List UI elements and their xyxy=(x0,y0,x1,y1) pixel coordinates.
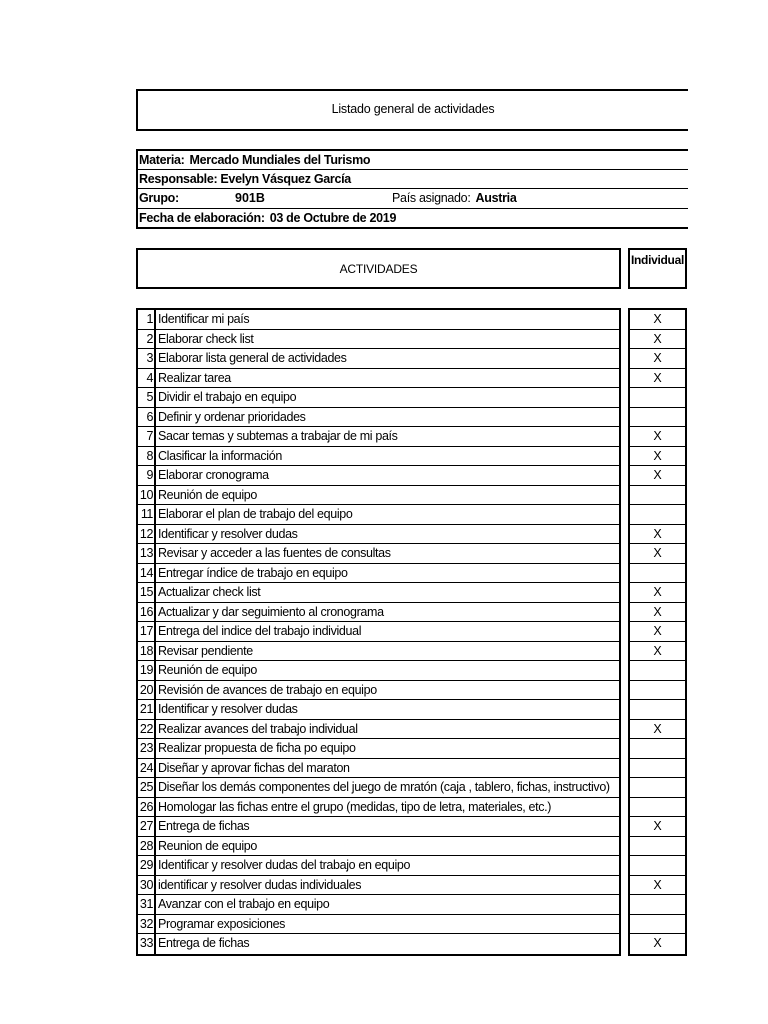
row-number: 32 xyxy=(138,915,156,934)
activity-text: Identificar y resolver dudas del trabajo en equipo xyxy=(158,858,411,872)
individual-mark xyxy=(630,739,685,759)
responsable-label: Responsable: xyxy=(139,171,218,186)
row-number: 2 xyxy=(138,330,156,349)
individual-mark xyxy=(630,895,685,915)
activity-text: Realizar tarea xyxy=(158,370,231,385)
individual-mark xyxy=(630,798,685,818)
activity-text: Revisión de avances de trabajo en equipo xyxy=(158,682,377,697)
info-row-fecha xyxy=(136,208,688,229)
activity-text: Realizar propuesta de ficha po equipo xyxy=(158,741,356,755)
activity-text: Diseñar los demás componentes del juego de mratón (caja , tablero, fichas, instructivo) xyxy=(158,780,610,794)
row-number: 6 xyxy=(138,408,156,427)
table-row xyxy=(138,934,619,954)
individual-mark xyxy=(630,778,685,798)
individual-mark xyxy=(630,661,685,681)
row-number: 15 xyxy=(138,583,156,602)
activity-text: Reunión de equipo xyxy=(158,487,258,502)
grupo-label: Grupo: xyxy=(139,191,179,205)
activity-text: Elaborar lista general de actividades xyxy=(158,351,347,365)
pais-group xyxy=(392,189,516,207)
activity-text: Elaborar el plan de trabajo del equipo xyxy=(158,507,353,521)
individual-mark: X xyxy=(630,642,685,662)
individual-mark: X xyxy=(630,603,685,623)
table-row xyxy=(138,856,619,876)
individual-mark: X xyxy=(630,427,685,447)
row-number: 9 xyxy=(138,466,156,485)
table-row xyxy=(138,622,619,642)
row-number: 29 xyxy=(138,856,156,875)
activity-text: Entregar índice de trabajo en equipo xyxy=(158,565,348,580)
activity-text: Entrega de fichas xyxy=(158,936,250,950)
table-row xyxy=(138,544,619,564)
activity-list xyxy=(136,308,621,956)
activity-text: Entrega del indice del trabajo individual xyxy=(158,624,362,638)
table-row xyxy=(138,447,619,467)
activities-header-box xyxy=(136,248,621,289)
activity-text: Dividir el trabajo en equipo xyxy=(158,390,297,404)
row-number: 22 xyxy=(138,720,156,739)
info-block xyxy=(136,149,688,229)
row-number: 11 xyxy=(138,505,156,524)
row-number: 10 xyxy=(138,486,156,505)
activity-text: Identificar y resolver dudas xyxy=(158,702,298,716)
row-number: 19 xyxy=(138,661,156,680)
activity-text: Avanzar con el trabajo en equipo xyxy=(158,897,330,911)
activity-text: Reunion de equipo xyxy=(158,838,258,853)
table-row xyxy=(138,583,619,603)
table-row xyxy=(138,739,619,759)
individual-header: Individual xyxy=(628,248,687,289)
activity-text: Homologar las fichas entre el grupo (medidas, tipo de letra, materiales, etc.) xyxy=(158,799,552,814)
individual-column xyxy=(628,308,687,956)
info-row-responsable xyxy=(136,169,688,189)
table-row xyxy=(138,408,619,428)
activity-text: Programar exposiciones xyxy=(158,916,286,931)
activity-text: Actualizar check list xyxy=(158,585,261,599)
table-row xyxy=(138,817,619,837)
table-row xyxy=(138,603,619,623)
individual-mark: X xyxy=(630,447,685,467)
pais-value: Austria xyxy=(475,191,517,205)
row-number: 17 xyxy=(138,622,156,641)
row-number: 14 xyxy=(138,564,156,583)
table-row xyxy=(138,759,619,779)
activity-text: Actualizar y dar seguimiento al cronograma xyxy=(158,604,384,619)
activity-text: Entrega de fichas xyxy=(158,819,250,833)
table-row xyxy=(138,661,619,681)
activity-text: Realizar avances del trabajo individual xyxy=(158,721,358,736)
individual-mark xyxy=(630,408,685,428)
individual-mark xyxy=(630,681,685,701)
table-row xyxy=(138,310,619,330)
table-row xyxy=(138,895,619,915)
materia-label: Materia: xyxy=(139,153,185,167)
individual-mark xyxy=(630,564,685,584)
individual-mark xyxy=(630,700,685,720)
row-number: 24 xyxy=(138,759,156,778)
individual-mark xyxy=(630,837,685,857)
row-number: 5 xyxy=(138,388,156,407)
fecha-label: Fecha de elaboración: xyxy=(139,210,265,225)
row-number: 3 xyxy=(138,349,156,368)
activity-text: Clasificar la información xyxy=(158,448,282,463)
table-row xyxy=(138,505,619,525)
activity-text: identificar y resolver dudas individuales xyxy=(158,877,362,892)
activity-text: Identificar y resolver dudas xyxy=(158,526,298,541)
pais-label: País asignado: xyxy=(392,191,471,205)
individual-mark xyxy=(630,486,685,506)
table-row xyxy=(138,837,619,857)
row-number: 20 xyxy=(138,681,156,700)
table-row xyxy=(138,778,619,798)
activity-text: Revisar y acceder a las fuentes de consultas xyxy=(158,546,391,560)
activities-header: ACTIVIDADES xyxy=(339,262,418,276)
activity-text: Definir y ordenar prioridades xyxy=(158,409,306,424)
activity-text: Diseñar y aprovar fichas del maraton xyxy=(158,760,350,775)
table-row xyxy=(138,564,619,584)
individual-mark: X xyxy=(630,544,685,564)
table-row xyxy=(138,720,619,740)
row-number: 28 xyxy=(138,837,156,856)
activity-text: Sacar temas y subtemas a trabajar de mi país xyxy=(158,429,398,443)
table-row xyxy=(138,388,619,408)
individual-mark: X xyxy=(630,330,685,350)
info-row-grupo xyxy=(136,188,688,208)
row-number: 31 xyxy=(138,895,156,914)
document-title-box xyxy=(136,89,688,131)
individual-mark: X xyxy=(630,583,685,603)
individual-mark: X xyxy=(630,720,685,740)
table-row xyxy=(138,798,619,818)
row-number: 23 xyxy=(138,739,156,758)
individual-mark xyxy=(630,856,685,876)
row-number: 30 xyxy=(138,876,156,895)
row-number: 25 xyxy=(138,778,156,797)
activity-text: Elaborar cronograma xyxy=(158,468,269,482)
individual-mark: X xyxy=(630,369,685,389)
activity-text: Elaborar check list xyxy=(158,331,254,346)
individual-mark: X xyxy=(630,817,685,837)
row-number: 8 xyxy=(138,447,156,466)
individual-mark xyxy=(630,759,685,779)
activity-text: Identificar mi país xyxy=(158,312,250,326)
row-number: 33 xyxy=(138,934,156,954)
row-number: 21 xyxy=(138,700,156,719)
activity-text: Revisar pendiente xyxy=(158,643,253,658)
table-row xyxy=(138,349,619,369)
individual-mark xyxy=(630,388,685,408)
table-row xyxy=(138,915,619,935)
table-row xyxy=(138,876,619,896)
individual-mark: X xyxy=(630,525,685,545)
individual-mark: X xyxy=(630,310,685,330)
activity-text: Reunión de equipo xyxy=(158,663,258,677)
row-number: 7 xyxy=(138,427,156,446)
row-number: 18 xyxy=(138,642,156,661)
fecha-value: 03 de Octubre de 2019 xyxy=(269,210,397,225)
row-number: 4 xyxy=(138,369,156,388)
row-number: 26 xyxy=(138,798,156,817)
table-row xyxy=(138,700,619,720)
individual-mark xyxy=(630,505,685,525)
info-row-materia xyxy=(136,149,688,169)
row-number: 27 xyxy=(138,817,156,836)
table-row xyxy=(138,681,619,701)
table-row xyxy=(138,466,619,486)
individual-mark xyxy=(630,915,685,935)
individual-mark: X xyxy=(630,622,685,642)
responsable-value: Evelyn Vásquez García xyxy=(220,171,351,186)
table-row xyxy=(138,642,619,662)
row-number: 13 xyxy=(138,544,156,563)
individual-mark: X xyxy=(630,466,685,486)
individual-mark: X xyxy=(630,876,685,896)
table-row xyxy=(138,330,619,350)
row-number: 1 xyxy=(138,310,156,329)
table-row xyxy=(138,486,619,506)
individual-mark: X xyxy=(653,936,662,950)
materia-value: Mercado Mundiales del Turismo xyxy=(189,153,371,167)
table-row xyxy=(138,525,619,545)
document-title: Listado general de actividades xyxy=(331,102,495,116)
table-row xyxy=(138,427,619,447)
grupo-value: 901B xyxy=(235,191,265,205)
table-row xyxy=(138,369,619,389)
row-number: 16 xyxy=(138,603,156,622)
individual-mark: X xyxy=(630,349,685,369)
row-number: 12 xyxy=(138,525,156,544)
